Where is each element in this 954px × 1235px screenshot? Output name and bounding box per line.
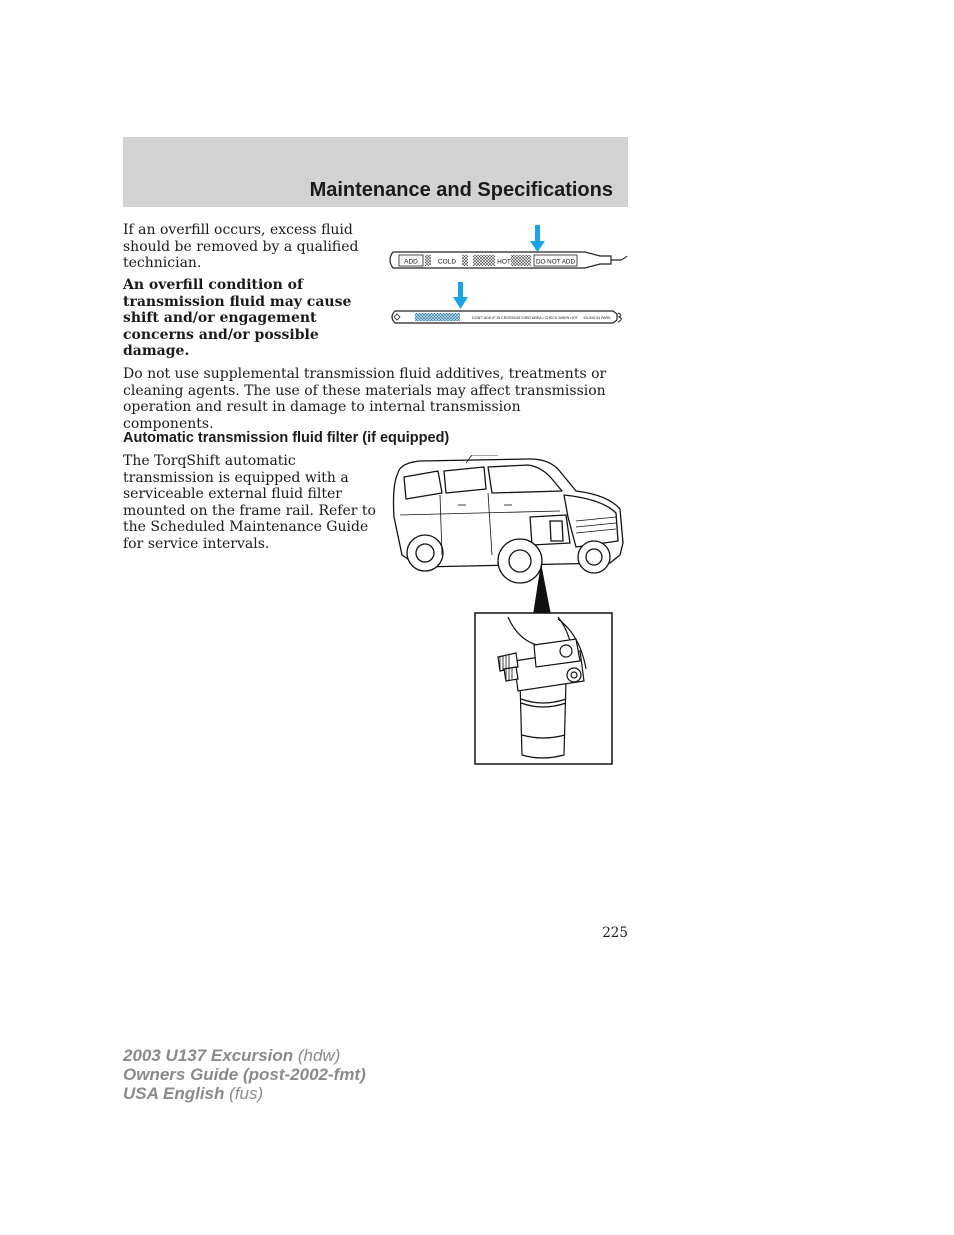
upper-dipstick (390, 252, 627, 268)
upper-level-arrow (530, 225, 545, 252)
footer-model-code: (hdw) (297, 1046, 341, 1065)
additives-paragraph: Do not use supplemental transmission fluid additives, treatments or cleaning agents. The use of these materials may affect transmission operation and result in damage to internal transmission components. (123, 366, 607, 432)
footer-line-1 (123, 1046, 366, 1065)
overfill-warning: An overfill condition of transmission fluid may cause shift and/or engagement concerns and/or possible damage. (123, 277, 352, 359)
dipstick-graphic (385, 222, 630, 332)
dipstick-do-not-add-label: DO NOT ADD (535, 258, 576, 266)
footer-line-2 (123, 1065, 366, 1084)
dipstick-hot-label: HOT (497, 258, 511, 266)
dipstick-add-label: ADD (404, 258, 418, 266)
dipstick-idling-note: IDLING IN PARK (583, 316, 611, 320)
document-footer (123, 1046, 366, 1103)
dipstick-cold-label: COLD (437, 258, 457, 266)
footer-language-code: (fus) (229, 1084, 264, 1103)
overfill-paragraph: If an overfill occurs, excess fluid should be removed by a qualified technician. (123, 222, 359, 271)
truck-body (394, 459, 624, 583)
filter-paragraph: The TorqShift automatic transmission is equipped with a serviceable external fluid filter mounted on the frame rail. Refer to the Scheduled Maintenance Guide for service intervals. (123, 453, 376, 552)
footer-guide: Owners Guide (post-2002-fmt) (123, 1065, 366, 1084)
truck-graphic (380, 455, 630, 770)
footer-line-3 (123, 1084, 366, 1103)
section-title: Maintenance and Specifications (309, 179, 613, 201)
truck-filter-illustration (380, 455, 630, 770)
page-number: 225 (602, 925, 628, 941)
lower-level-arrow (453, 282, 468, 309)
section-header-band (123, 137, 628, 207)
footer-language: USA English (123, 1084, 225, 1103)
dipstick-crosshatch-note: DON'T ADD IF IN CROSSHATCHED AREA • CHECK WHEN HOT (472, 316, 578, 320)
footer-model: 2003 U137 Excursion (123, 1046, 294, 1065)
lower-dipstick (392, 311, 621, 323)
filter-heading: Automatic transmission fluid filter (if equipped) (123, 430, 450, 446)
dipstick-illustration (385, 222, 630, 332)
